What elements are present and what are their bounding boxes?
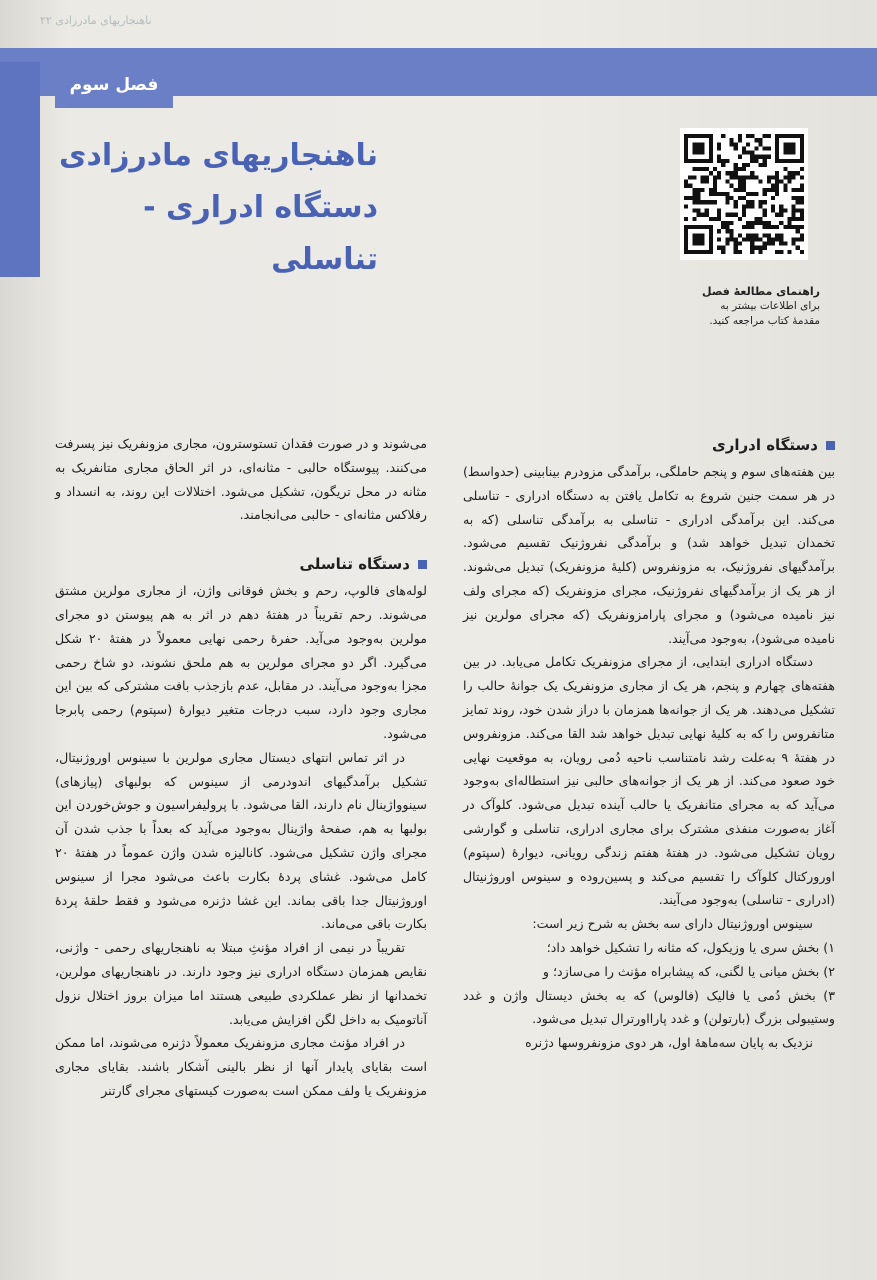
- paragraph: نزدیک به پایان سه‌ماههٔ اول، هر دوی مزونفروسها دژنره: [525, 1035, 813, 1051]
- list-item: ۲) بخش میانی یا لگنی، که پیشابراه مؤنث را می‌سازد؛ و: [542, 963, 835, 979]
- chapter-guide: [670, 284, 820, 329]
- chapter-tab: [55, 62, 173, 108]
- paragraph: سینوس اوروژنیتال دارای سه بخش به شرح زیر است:: [532, 916, 813, 932]
- paragraph: تقریباً در نیمی از افراد مؤنثِ مبتلا به ناهنجاریهای رحمی - واژنی، نقایص همزمان دستگاه ادراری نیز وجود دارند. در ناهنجاریهای مولرین، تخمدانها از نظر عملکردی طبیعی هستند اما میزان بروز اختلال نزول آناتومیک به داخل لگن افزایش می‌یابد.: [55, 940, 427, 1027]
- chapter-side-bar: [0, 62, 40, 277]
- running-head: ۲۲ ناهنجاریهای مادرزادی: [40, 14, 152, 27]
- heading-square-icon: [418, 560, 427, 569]
- guide-line2: مقدمهٔ کتاب مراجعه کنید.: [709, 315, 820, 327]
- left-column: [55, 432, 427, 1103]
- chapter-title: [58, 130, 378, 286]
- chapter-title-line2: دستگاه ادراری - تناسلی: [143, 190, 378, 277]
- guide-title: راهنمای مطالعهٔ فصل: [702, 285, 820, 298]
- section-heading-genital: [55, 549, 427, 579]
- guide-line1: برای اطلاعات بیشتر به: [720, 300, 820, 312]
- paragraph: در اثر تماس انتهای دیستال مجاری مولرین با سینوس اوروژنیتال، تشکیل برآمدگیهای اندودرمی از سینوس که بولبهای (پیازهای) سینوواژینال نام دارند، القا می‌شود. با پرولیفراسیون و جوش‌خوردن این بولبها به هم، صفحهٔ واژینال به‌وجود می‌آید که بعداً با جذب شدن آن مجرای واژن تشکیل می‌شود. کانالیزه شدن واژن عموماً در هفتهٔ ۲۰ کامل می‌شود. غشای پردهٔ بکارت باعث می‌شود مجرا از سینوس اوروژنیتال جدا باقی بماند. این غشا دژنره می‌شود و فقط حلقهٔ پردهٔ بکارت باقی می‌ماند.: [55, 749, 427, 932]
- section-heading-urinary: [463, 430, 835, 460]
- qr-code-icon: [684, 132, 804, 256]
- chapter-tab-label: فصل سوم: [69, 75, 159, 95]
- paragraph: در افراد مؤنث مجاری مزونفریک معمولاً دژنره می‌شوند، اما ممکن است بقایای پایدار آنها از نظر بالینی آشکار باشند. بقایای مجاری مزونفریک یا ولف ممکن است به‌صورت کیستهای مجرای گارتنر: [55, 1035, 427, 1098]
- paragraph: می‌شوند و در صورت فقدان تستوسترون، مجاری مزونفریک نیز پسرفت می‌کنند. پیوستگاه حالبی - مثانه‌ای، در اثر الحاق مجاری متانفریک به مثانه در محل تریگون، تشکیل می‌شود. اختلالات این روند، به انسداد و رفلاکس مثانه‌ای - حالبی می‌انجامند.: [55, 436, 427, 523]
- paragraph: دستگاه ادراری ابتدایی، از مجرای مزونفریک تکامل می‌یابد. در بین هفته‌های چهارم و پنجم، هر یک از مجاری مزونفریک یک جوانهٔ حالب را تشکیل می‌دهند. هر یک از جوانه‌ها همزمان با دراز شدن خود، روند تمایز متانفروس را که به کلیهٔ نهایی تبدیل خواهد شد القا می‌کند. مزونفروس در هفتهٔ ۹ به‌علت رشد نامتناسب ناحیه دُمی رویان، به موقعیت نهایی خود صعود می‌کند. از هر یک از جوانه‌های حالبی نیز استطاله‌ای به‌وجود می‌آید که به مجرای متانفریک یا حالب آینده تبدیل می‌شود. کلوآک در آغاز به‌صورت منفذی مشترک برای مجاری ادراری، تناسلی و گوارشی رویان تشکیل می‌شود. در هفتهٔ هفتم زندگی رویانی، دیوارهٔ (سپتوم) اورورکتال کلوآک را تقسیم می‌کند و پسین‌روده و سینوس اوروژنیتال (ادراری - تناسلی) به‌وجود می‌آیند.: [463, 654, 835, 908]
- qr-code: [680, 128, 808, 260]
- section-heading-label: دستگاه تناسلی: [299, 555, 410, 574]
- list-item: ۱) بخش سری یا وزیکول، که مثانه را تشکیل خواهد داد؛: [546, 939, 835, 955]
- list-item: ۳) بخش دُمی یا فالیک (فالوس) که به بخش دیستال واژن و غدد وستیبولی بزرگ (بارتولن) و غدد پارااورترال تبدیل می‌شود.: [463, 987, 835, 1027]
- heading-square-icon: [826, 441, 835, 450]
- paragraph: بین هفته‌های سوم و پنجم حاملگی، برآمدگی مزودرم بینابینی (حدواسط) در هر سمت جنین شروع به تکامل یافتن به دستگاه ادراری - تناسلی می‌کند. این برآمدگی ادراری - تناسلی به برآمدگی تناسلی (که به تخمدان تبدیل خواهد شد) و برآمدگی نفروژنیک تقسیم می‌شود. برآمدگیهای نفروژنیک، به مزونفروس (کلیهٔ مزونفریک) تبدیل می‌شوند. از هر یک از برآمدگیهای نفروژنیک، مجرای مزونفریک (که مجرای ولف نیز نامیده می‌شود) و مجرای پارامزونفریک (که مجرای مولرین نیز نامیده می‌شود)، به‌وجود می‌آیند.: [463, 464, 835, 646]
- chapter-title-line1: ناهنجاریهای مادرزادی: [59, 138, 378, 173]
- section-heading-label: دستگاه ادراری: [711, 436, 818, 454]
- right-column: [463, 430, 835, 1055]
- paragraph: لوله‌های فالوپ، رحم و بخش فوقانی واژن، از مجاری مولرین مشتق می‌شوند. رحم تقریباً در هفتهٔ دهم در اثر به هم پیوستن دو مجرای مولرین به‌وجود می‌آید. حفرهٔ رحمی نهایی معمولاً در هفتهٔ ۲۰ شکل می‌گیرد. اگر دو مجرای مولرین به هم ملحق نشوند، دو شاخ رحمی مجزا به‌وجود می‌آیند. در مقابل، عدم بازجذب بافت مشترکی که بین این مجاری وجود دارد، سبب درجات متغیر دیوارهٔ (سپتوم) رحمی پابرجا می‌شود.: [55, 583, 427, 741]
